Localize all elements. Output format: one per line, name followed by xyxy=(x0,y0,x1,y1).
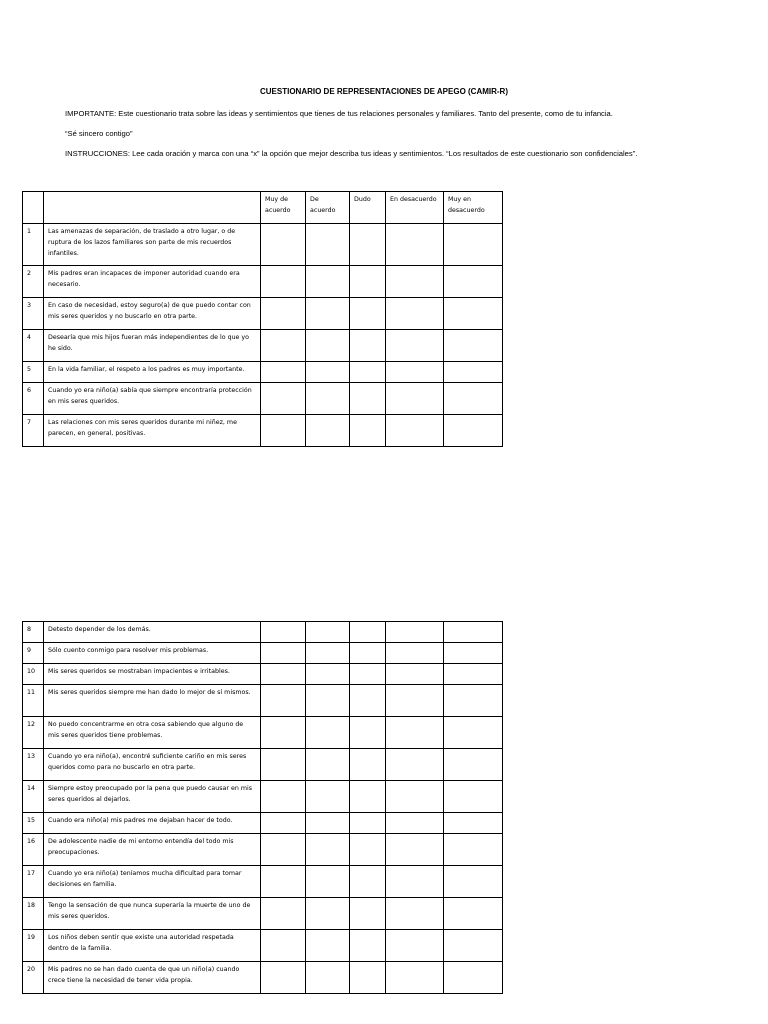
answer-cell-en-desacuerdo[interactable] xyxy=(386,781,444,813)
question-number: 16 xyxy=(23,834,44,866)
question-row xyxy=(23,362,503,383)
answer-cell-en-desacuerdo[interactable] xyxy=(386,813,444,834)
question-statement: Cuando yo era niño(a), encontré suficiente cariño en mis seres queridos como para no buscarlo en otra parte. xyxy=(44,749,261,781)
answer-cell-dudo[interactable] xyxy=(350,834,386,866)
important-note: IMPORTANTE: Este cuestionario trata sobre las ideas y sentimientos que tienes de tus relaciones personales y familiares. Tanto del presente, como de tu infancia. xyxy=(65,109,613,118)
question-row xyxy=(23,415,503,447)
answer-cell-en-desacuerdo[interactable] xyxy=(386,224,444,266)
answer-cell-muy-en-desacuerdo[interactable] xyxy=(444,298,503,330)
answer-cell-muy-en-desacuerdo[interactable] xyxy=(444,266,503,298)
question-row xyxy=(23,622,503,643)
question-number: 13 xyxy=(23,749,44,781)
answer-cell-en-desacuerdo[interactable] xyxy=(386,330,444,362)
answer-cell-en-desacuerdo[interactable] xyxy=(386,664,444,685)
answer-cell-muy-de-acuerdo[interactable] xyxy=(261,717,306,749)
question-statement: Sólo cuento conmigo para resolver mis problemas. xyxy=(44,643,261,664)
answer-cell-de-acuerdo[interactable] xyxy=(306,930,350,962)
question-statement: Detesto depender de los demás. xyxy=(44,622,261,643)
answer-cell-de-acuerdo[interactable] xyxy=(306,962,350,994)
answer-cell-de-acuerdo[interactable] xyxy=(306,813,350,834)
answer-cell-muy-en-desacuerdo[interactable] xyxy=(444,383,503,415)
header-dudo: Dudo xyxy=(350,192,386,224)
question-row xyxy=(23,383,503,415)
answer-cell-en-desacuerdo[interactable] xyxy=(386,685,444,717)
question-number: 11 xyxy=(23,685,44,717)
answer-cell-muy-en-desacuerdo[interactable] xyxy=(444,685,503,717)
answer-cell-en-desacuerdo[interactable] xyxy=(386,622,444,643)
question-number: 8 xyxy=(23,622,44,643)
answer-cell-muy-en-desacuerdo[interactable] xyxy=(444,224,503,266)
question-row xyxy=(23,962,503,994)
answer-cell-de-acuerdo[interactable] xyxy=(306,383,350,415)
answer-cell-muy-de-acuerdo[interactable] xyxy=(261,962,306,994)
answer-cell-de-acuerdo[interactable] xyxy=(306,866,350,898)
answer-cell-muy-de-acuerdo[interactable] xyxy=(261,362,306,383)
question-statement: En caso de necesidad, estoy seguro(a) de que puedo contar con mis seres queridos y no buscarlo en otra parte. xyxy=(44,298,261,330)
answer-cell-muy-en-desacuerdo[interactable] xyxy=(444,717,503,749)
answer-cell-muy-de-acuerdo[interactable] xyxy=(261,898,306,930)
question-number: 2 xyxy=(23,266,44,298)
questionnaire-table-1 xyxy=(22,191,503,447)
question-row xyxy=(23,781,503,813)
question-row xyxy=(23,685,503,717)
question-statement: Mis padres no se han dado cuenta de que un niño(a) cuando crece tiene la necesidad de tener vida propia. xyxy=(44,962,261,994)
header-row xyxy=(23,192,503,224)
answer-cell-dudo[interactable] xyxy=(350,866,386,898)
question-row xyxy=(23,749,503,781)
question-row xyxy=(23,898,503,930)
answer-cell-en-desacuerdo[interactable] xyxy=(386,362,444,383)
answer-cell-en-desacuerdo[interactable] xyxy=(386,266,444,298)
question-statement: Cuando era niño(a) mis padres me dejaban hacer de todo. xyxy=(44,813,261,834)
header-muy-de-acuerdo: Muy de acuerdo xyxy=(261,192,306,224)
answer-cell-de-acuerdo[interactable] xyxy=(306,330,350,362)
answer-cell-de-acuerdo[interactable] xyxy=(306,834,350,866)
answer-cell-muy-en-desacuerdo[interactable] xyxy=(444,866,503,898)
answer-cell-muy-en-desacuerdo[interactable] xyxy=(444,781,503,813)
question-number: 18 xyxy=(23,898,44,930)
answer-cell-dudo[interactable] xyxy=(350,717,386,749)
answer-cell-en-desacuerdo[interactable] xyxy=(386,866,444,898)
header-de-acuerdo: De acuerdo xyxy=(306,192,350,224)
answer-cell-muy-de-acuerdo[interactable] xyxy=(261,866,306,898)
answer-cell-dudo[interactable] xyxy=(350,298,386,330)
header-number-cell xyxy=(23,192,44,224)
question-statement: Las relaciones con mis seres queridos durante mi niñez, me parecen, en general, positivas. xyxy=(44,415,261,447)
question-statement: Cuando yo era niño(a) teníamos mucha dificultad para tomar decisiones en familia. xyxy=(44,866,261,898)
answer-cell-dudo[interactable] xyxy=(350,664,386,685)
question-statement: Tengo la sensación de que nunca superaría la muerte de uno de mis seres queridos. xyxy=(44,898,261,930)
answer-cell-de-acuerdo[interactable] xyxy=(306,298,350,330)
answer-cell-muy-de-acuerdo[interactable] xyxy=(261,415,306,447)
answer-cell-en-desacuerdo[interactable] xyxy=(386,383,444,415)
answer-cell-muy-de-acuerdo[interactable] xyxy=(261,643,306,664)
document-title: CUESTIONARIO DE REPRESENTACIONES DE APEGO (CAMIR-R) xyxy=(259,87,508,96)
question-number: 7 xyxy=(23,415,44,447)
question-number: 20 xyxy=(23,962,44,994)
question-number: 19 xyxy=(23,930,44,962)
answer-cell-muy-en-desacuerdo[interactable] xyxy=(444,930,503,962)
question-row xyxy=(23,298,503,330)
answer-cell-muy-en-desacuerdo[interactable] xyxy=(444,749,503,781)
question-statement: Cuando yo era niño(a) sabía que siempre encontraría protección en mis seres queridos. xyxy=(44,383,261,415)
answer-cell-dudo[interactable] xyxy=(350,685,386,717)
answer-cell-en-desacuerdo[interactable] xyxy=(386,749,444,781)
answer-cell-muy-en-desacuerdo[interactable] xyxy=(444,898,503,930)
answer-cell-muy-en-desacuerdo[interactable] xyxy=(444,362,503,383)
questionnaire-table-2 xyxy=(22,621,503,994)
answer-cell-dudo[interactable] xyxy=(350,749,386,781)
answer-cell-muy-de-acuerdo[interactable] xyxy=(261,664,306,685)
answer-cell-en-desacuerdo[interactable] xyxy=(386,834,444,866)
answer-cell-muy-en-desacuerdo[interactable] xyxy=(444,330,503,362)
answer-cell-en-desacuerdo[interactable] xyxy=(386,898,444,930)
answer-cell-en-desacuerdo[interactable] xyxy=(386,717,444,749)
question-statement: Siempre estoy preocupado por la pena que puedo causar en mis seres queridos al dejarlos. xyxy=(44,781,261,813)
question-statement: En la vida familiar, el respeto a los padres es muy importante. xyxy=(44,362,261,383)
question-statement: Desearía que mis hijos fueran más independientes de lo que yo he sido. xyxy=(44,330,261,362)
answer-cell-dudo[interactable] xyxy=(350,898,386,930)
answer-cell-dudo[interactable] xyxy=(350,781,386,813)
question-statement: Mis padres eran incapaces de imponer autoridad cuando era necesario. xyxy=(44,266,261,298)
answer-cell-de-acuerdo[interactable] xyxy=(306,749,350,781)
answer-cell-dudo[interactable] xyxy=(350,622,386,643)
answer-cell-dudo[interactable] xyxy=(350,930,386,962)
answer-cell-muy-en-desacuerdo[interactable] xyxy=(444,643,503,664)
question-row xyxy=(23,866,503,898)
question-number: 6 xyxy=(23,383,44,415)
answer-cell-en-desacuerdo[interactable] xyxy=(386,930,444,962)
header-en-desacuerdo: En desacuerdo xyxy=(386,192,444,224)
question-statement: Las amenazas de separación, de traslado a otro lugar, o de ruptura de los lazos familiares son parte de mis recuerdos infantiles. xyxy=(44,224,261,266)
question-row xyxy=(23,224,503,266)
answer-cell-muy-en-desacuerdo[interactable] xyxy=(444,813,503,834)
answer-cell-muy-de-acuerdo[interactable] xyxy=(261,622,306,643)
answer-cell-muy-de-acuerdo[interactable] xyxy=(261,224,306,266)
question-statement: No puedo concentrarme en otra cosa sabiendo que alguno de mis seres queridos tiene problemas. xyxy=(44,717,261,749)
question-statement: De adolescente nadie de mi entorno entendía del todo mis preocupaciones. xyxy=(44,834,261,866)
answer-cell-muy-de-acuerdo[interactable] xyxy=(261,834,306,866)
answer-cell-en-desacuerdo[interactable] xyxy=(386,643,444,664)
question-row xyxy=(23,266,503,298)
answer-cell-en-desacuerdo[interactable] xyxy=(386,298,444,330)
answer-cell-de-acuerdo[interactable] xyxy=(306,781,350,813)
answer-cell-en-desacuerdo[interactable] xyxy=(386,962,444,994)
question-number: 9 xyxy=(23,643,44,664)
answer-cell-muy-de-acuerdo[interactable] xyxy=(261,266,306,298)
answer-cell-de-acuerdo[interactable] xyxy=(306,224,350,266)
answer-cell-de-acuerdo[interactable] xyxy=(306,266,350,298)
answer-cell-dudo[interactable] xyxy=(350,266,386,298)
answer-cell-muy-en-desacuerdo[interactable] xyxy=(444,415,503,447)
answer-cell-muy-en-desacuerdo[interactable] xyxy=(444,622,503,643)
answer-cell-muy-de-acuerdo[interactable] xyxy=(261,930,306,962)
answer-cell-de-acuerdo[interactable] xyxy=(306,717,350,749)
answer-cell-muy-de-acuerdo[interactable] xyxy=(261,813,306,834)
question-row xyxy=(23,330,503,362)
answer-cell-dudo[interactable] xyxy=(350,224,386,266)
question-row xyxy=(23,717,503,749)
question-number: 17 xyxy=(23,866,44,898)
question-statement: Mis seres queridos siempre me han dado lo mejor de sí mismos. xyxy=(44,685,261,717)
answer-cell-de-acuerdo[interactable] xyxy=(306,898,350,930)
answer-cell-muy-de-acuerdo[interactable] xyxy=(261,330,306,362)
question-number: 3 xyxy=(23,298,44,330)
answer-cell-de-acuerdo[interactable] xyxy=(306,685,350,717)
answer-cell-de-acuerdo[interactable] xyxy=(306,643,350,664)
answer-cell-dudo[interactable] xyxy=(350,813,386,834)
answer-cell-muy-en-desacuerdo[interactable] xyxy=(444,962,503,994)
question-number: 5 xyxy=(23,362,44,383)
question-number: 10 xyxy=(23,664,44,685)
header-statement-cell xyxy=(44,192,261,224)
answer-cell-muy-de-acuerdo[interactable] xyxy=(261,749,306,781)
answer-cell-dudo[interactable] xyxy=(350,362,386,383)
answer-cell-de-acuerdo[interactable] xyxy=(306,622,350,643)
question-row xyxy=(23,834,503,866)
answer-cell-muy-de-acuerdo[interactable] xyxy=(261,298,306,330)
question-statement: Mis seres queridos se mostraban impacientes e irritables. xyxy=(44,664,261,685)
answer-cell-muy-de-acuerdo[interactable] xyxy=(261,781,306,813)
question-number: 15 xyxy=(23,813,44,834)
answer-cell-de-acuerdo[interactable] xyxy=(306,664,350,685)
answer-cell-muy-de-acuerdo[interactable] xyxy=(261,383,306,415)
answer-cell-de-acuerdo[interactable] xyxy=(306,415,350,447)
question-number: 14 xyxy=(23,781,44,813)
answer-cell-de-acuerdo[interactable] xyxy=(306,362,350,383)
answer-cell-muy-de-acuerdo[interactable] xyxy=(261,685,306,717)
answer-cell-dudo[interactable] xyxy=(350,962,386,994)
answer-cell-dudo[interactable] xyxy=(350,330,386,362)
answer-cell-en-desacuerdo[interactable] xyxy=(386,415,444,447)
question-row xyxy=(23,930,503,962)
question-row xyxy=(23,813,503,834)
motto-text: “Sé sincero contigo” xyxy=(65,129,133,138)
instructions-text: INSTRUCCIONES: Lee cada oración y marca con una “x” la opción que mejor describa tus ideas y sentimientos. “Los resultados de este cuestionario son confidenciales”. xyxy=(65,149,638,158)
question-number: 4 xyxy=(23,330,44,362)
answer-cell-dudo[interactable] xyxy=(350,383,386,415)
header-muy-en-desacuerdo: Muy en desacuerdo xyxy=(444,192,503,224)
question-number: 12 xyxy=(23,717,44,749)
question-row xyxy=(23,664,503,685)
answer-cell-dudo[interactable] xyxy=(350,415,386,447)
answer-cell-muy-en-desacuerdo[interactable] xyxy=(444,834,503,866)
question-statement: Los niños deben sentir que existe una autoridad respetada dentro de la familia. xyxy=(44,930,261,962)
question-number: 1 xyxy=(23,224,44,266)
answer-cell-dudo[interactable] xyxy=(350,643,386,664)
answer-cell-muy-en-desacuerdo[interactable] xyxy=(444,664,503,685)
question-row xyxy=(23,643,503,664)
